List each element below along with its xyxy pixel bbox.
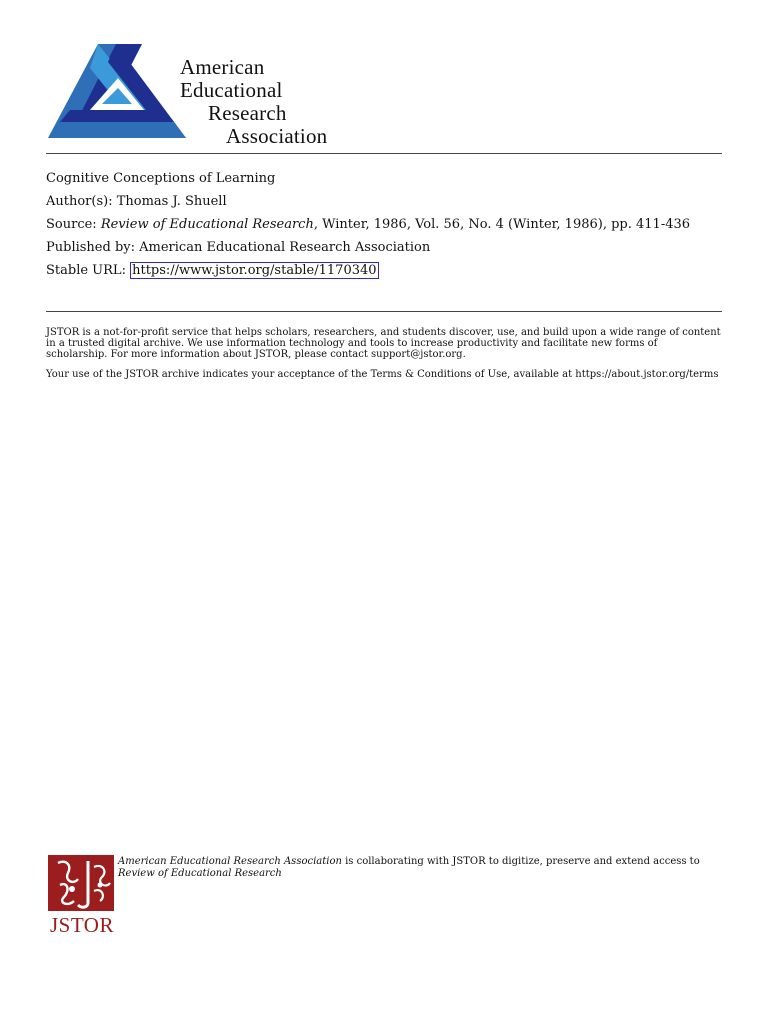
publisher-row <box>46 240 722 256</box>
source-row <box>46 217 722 233</box>
logo-line: Educational <box>180 78 283 102</box>
aera-logo <box>46 42 342 146</box>
footer-middle: is collaborating with JSTOR to digitize, preserve and extend access to <box>341 856 700 867</box>
publisher-label: Published by: <box>46 240 135 255</box>
aera-triangle-icon <box>46 42 186 146</box>
footer <box>48 855 724 939</box>
terms-notice: Your use of the JSTOR archive indicates your acceptance of the Terms & Conditions of Use, available at https://about.jstor.org/terms <box>46 369 719 380</box>
citation-block <box>46 171 722 286</box>
source-journal: Review of Educational Research <box>100 217 314 232</box>
author-label: Author(s): <box>46 194 113 209</box>
source-details: , Winter, 1986, Vol. 56, No. 4 (Winter, 1986), pp. 411-436 <box>313 217 691 232</box>
logo-line: Research <box>208 101 287 125</box>
article-title: Cognitive Conceptions of Learning <box>46 171 276 186</box>
jstor-logo-icon <box>48 855 114 911</box>
footer-org: American Educational Research Association <box>118 856 342 867</box>
stable-url-label: Stable URL: <box>46 263 126 278</box>
publisher-name: American Educational Research Association <box>139 240 431 255</box>
author-row <box>46 194 722 210</box>
jstor-notice: JSTOR is a not-for-profit service that helps scholars, researchers, and students discover, use, and build upon a wide range of content in a trusted digital archive. We use information technology and tools to increase productivity and facilitate new forms of scholarship. For more information about JSTOR, please contact support@jstor.org. <box>46 327 721 360</box>
stable-url-link[interactable]: https://www.jstor.org/stable/1170340 <box>132 263 377 278</box>
logo-line: Association <box>226 124 328 148</box>
logo-line: American <box>180 55 265 79</box>
stable-url-row <box>46 263 722 279</box>
jstor-wordmark: JSTOR <box>50 913 114 937</box>
source-label: Source: <box>46 217 97 232</box>
footer-journal: Review of Educational Research <box>118 867 282 879</box>
top-divider <box>46 153 722 154</box>
logo-wordmark <box>180 56 327 148</box>
bottom-divider <box>46 311 722 312</box>
collaboration-notice <box>118 856 718 879</box>
author-name: Thomas J. Shuell <box>116 194 227 209</box>
